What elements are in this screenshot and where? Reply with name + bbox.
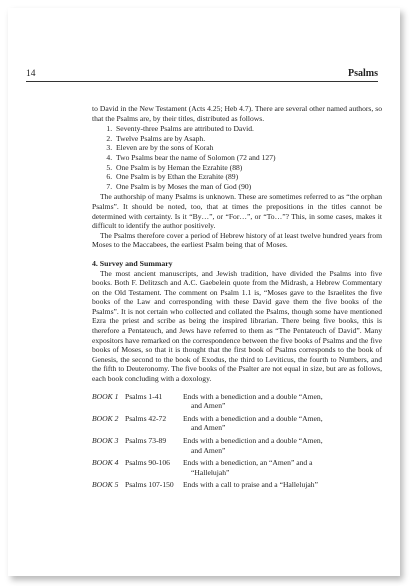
description-line: Ends with a benediction and a double “Amen, (183, 436, 323, 445)
book-description (183, 392, 382, 414)
page-body (92, 104, 382, 493)
psalm-range: Psalms 107-150 (125, 480, 174, 490)
author-list-item: 6. One Psalm is by Ethan the Ezrahite (89) (114, 172, 382, 182)
book-description (183, 480, 382, 493)
description-line: and Amen” (191, 401, 226, 411)
author-list-item: 3. Eleven are by the sons of Korah (114, 143, 382, 153)
description-line: Ends with a benediction and a double “Amen, (183, 391, 323, 401)
author-list (92, 124, 382, 191)
books-table (92, 392, 382, 493)
running-header (26, 68, 378, 82)
table-row (92, 436, 382, 458)
psalm-range: Psalms 90-106 (125, 458, 170, 468)
document-page (8, 8, 400, 576)
description-line: Ends with a benediction and a double “Amen, (183, 413, 323, 423)
psalm-range: Psalms 1-41 (125, 391, 163, 401)
intro-paragraph: to David in the New Testament (Acts 4.25; Heb 4.7). There are several other named authors, so that the Psalms are, by their titles, distributed as follows. (92, 104, 382, 123)
author-list-item: 7. One Psalm is by Moses the man of God (90) (114, 182, 382, 192)
book-label: BOOK 3 (92, 436, 119, 445)
description-line: and Amen” (191, 423, 226, 433)
table-row (92, 414, 382, 436)
book-label: BOOK 1 (92, 391, 119, 401)
book-description (183, 414, 382, 436)
page-number: 14 (26, 69, 36, 79)
book-label: BOOK 4 (92, 458, 119, 468)
table-row (92, 480, 382, 493)
section-heading: 4. Survey and Summary (92, 258, 173, 268)
book-label: BOOK 2 (92, 413, 119, 423)
table-row (92, 392, 382, 414)
history-paragraph: The Psalms therefore cover a period of Hebrew history of at least twelve hundred years from Moses to the Maccabees, the earliest Psalm being that of Moses. (92, 230, 382, 250)
description-line: and Amen” (191, 445, 226, 455)
survey-paragraph: The most ancient manuscripts, and Jewish tradition, have divided the Psalms into five books. Both F. Delitzsch and A.C. Gaebelein quote from the Midrash, a Hebrew Commentary on the Old Testament. The comment on Psalm 1.1 is, “Moses gave to the Israelites the five books of the Law and corresponding with these David gave them the five books of the Psalms”. It is not certain who collected and collated the Psalms, though some have mentioned Ezra the priest and scribe as being the inspired librarian. There being five books, this is therefore a Pentateuch, and Jews have referred to them as “The Pentateuch of David”. Many expositors have remarked on the correspondence between the five books of Psalms and the five books of Moses, so that it is thought that the first book of Psalms corresponds to the book of Genesis, the second to the book of Exodus, the third to Leviticus, the fourth to Numbers, and the fifth to Deuteronomy. The five books of the Psalter are not equal in size, but are as follows, each book concluding with a doxology. (92, 268, 382, 384)
author-list-item: 1. Seventy-three Psalms are attributed to David. (114, 124, 382, 134)
author-list-item: 5. One Psalm is by Heman the Ezrahite (88) (114, 163, 382, 173)
description-line: Ends with a benediction, an “Amen” and a (183, 458, 313, 468)
psalm-range: Psalms 73-89 (125, 436, 167, 445)
author-list-item: 4. Two Psalms bear the name of Solomon (72 and 127) (114, 153, 382, 163)
running-title: Psalms (348, 68, 378, 79)
book-description (183, 436, 382, 458)
book-label: BOOK 5 (92, 480, 119, 490)
description-line: Ends with a call to praise and a “Hallelujah” (183, 480, 318, 490)
book-description (183, 458, 382, 480)
table-row (92, 458, 382, 480)
psalm-range: Psalms 42-72 (125, 413, 167, 423)
orphan-psalms-paragraph: The authorship of many Psalms is unknown. These are sometimes referred to as “the orphan Psalms”. It should be noted, too, that at times the prepositions in the titles cannot be determined with certainty. Is it “By…”, or “For…”, or “To…”? This, in some cases, makes it difficult to identify the author positively. (92, 192, 382, 231)
author-list-item: 2. Twelve Psalms are by Asaph. (114, 134, 382, 144)
description-line: “Hallelujah” (191, 467, 230, 477)
